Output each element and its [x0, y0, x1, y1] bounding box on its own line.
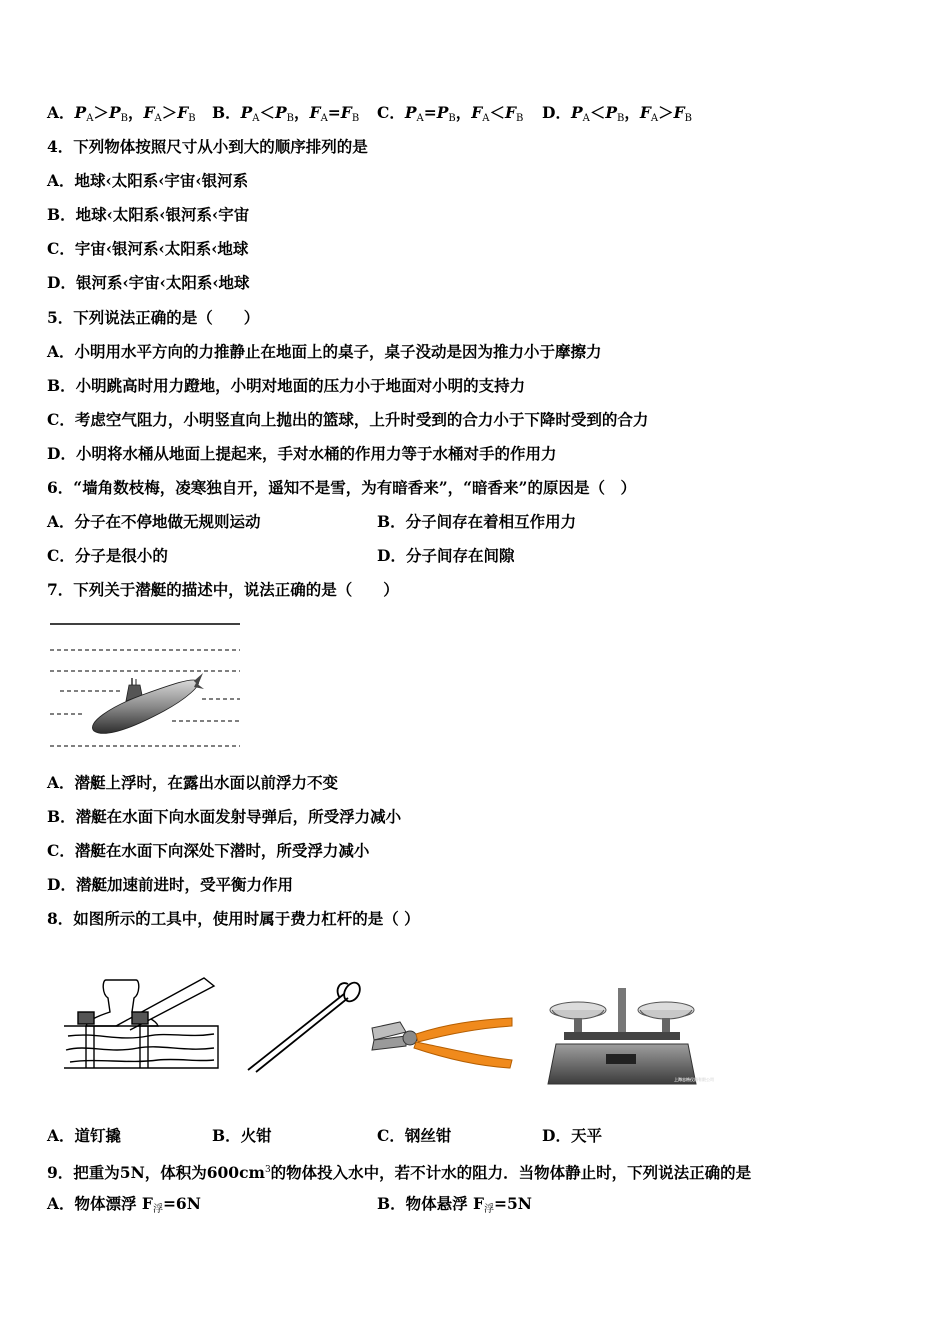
q5-option-b[interactable]: B．小明跳高时用力蹬地，小明对地面的压力小于地面对小明的支持力 [47, 376, 526, 395]
q8-option-a[interactable]: A．道钉撬 [47, 1126, 122, 1145]
q4-option-a[interactable]: A．地球‹太阳系‹宇宙‹银河系 [47, 171, 249, 190]
q4-stem: 4．下列物体按照尺寸从小到大的顺序排列的是 [47, 137, 368, 156]
q8-option-d[interactable]: D．天平 [542, 1126, 602, 1145]
q8-option-b[interactable]: B．火钳 [212, 1126, 272, 1145]
q8-option-c[interactable]: C．钢丝钳 [377, 1126, 452, 1145]
spike-lever-icon [64, 978, 218, 1068]
submarine-icon [92, 673, 204, 733]
balance-scale-icon [548, 988, 714, 1084]
balance-maker-label: 上海志格仪器有限公司 [674, 1077, 714, 1082]
q5-option-a[interactable]: A．小明用水平方向的力推静止在地面上的桌子，桌子没动是因为推力小于摩擦力 [47, 342, 602, 361]
q7-option-d[interactable]: D．潜艇加速前进时，受平衡力作用 [47, 875, 293, 894]
q6-option-b[interactable]: B．分子间存在着相互作用力 [377, 512, 577, 531]
pliers-figure [366, 1010, 516, 1076]
q3-option-b[interactable]: B．$P_A<P_B$，$F_A=F_B$ [212, 103, 360, 124]
q4-option-b[interactable]: B．地球‹太阳系‹银河系‹宇宙 [47, 205, 250, 224]
q7-stem: 7．下列关于潜艇的描述中，说法正确的是（ ） [47, 580, 399, 599]
submarine-figure [46, 615, 246, 755]
q4-option-c[interactable]: C．宇宙‹银河系‹太阳系‹地球 [47, 239, 249, 258]
q6-option-d[interactable]: D．分子间存在间隙 [377, 546, 515, 565]
spike-lever-figure [58, 972, 220, 1072]
q6-stem: 6．“墙角数枝梅，凌寒独自开，遥知不是雪，为有暗香来”，“暗香来”的原因是（ ） [47, 478, 636, 497]
q9-stem: 9．把重为5N，体积为$600cm^3$的物体投入水中，若不计水的阻力．当物体静止时，下列说法正确的是 [47, 1163, 752, 1182]
q3-option-d[interactable]: D．$P_A<P_B$，$F_A>F_B$ [542, 103, 693, 124]
q9-option-b[interactable]: B．物体悬浮 $F_浮=5N$ [377, 1194, 532, 1215]
q7-option-c[interactable]: C．潜艇在水面下向深处下潜时，所受浮力减小 [47, 841, 370, 860]
q9-option-a[interactable]: A．物体漂浮 $F_浮=6N$ [47, 1194, 201, 1215]
balance-figure [544, 984, 714, 1088]
pliers-icon [372, 1018, 512, 1068]
q5-stem: 5．下列说法正确的是（ ） [47, 308, 260, 327]
q6-option-c[interactable]: C．分子是很小的 [47, 546, 168, 565]
q5-option-d[interactable]: D．小明将水桶从地面上提起来，手对水桶的作用力等于水桶对手的作用力 [47, 444, 557, 463]
q3-option-a[interactable]: A．$P_A>P_B$，$F_A>F_B$ [47, 103, 196, 124]
q5-option-c[interactable]: C．考虑空气阻力，小明竖直向上抛出的篮球，上升时受到的合力小于下降时受到的合力 [47, 410, 649, 429]
fire-tongs-icon [248, 980, 363, 1072]
q3-option-c[interactable]: C．$P_A=P_B$，$F_A<F_B$ [377, 103, 524, 124]
q6-option-a[interactable]: A．分子在不停地做无规则运动 [47, 512, 261, 531]
q7-option-a[interactable]: A．潜艇上浮时，在露出水面以前浮力不变 [47, 773, 339, 792]
q4-option-d[interactable]: D．银河系‹宇宙‹太阳系‹地球 [47, 273, 250, 292]
q8-stem: 8．如图所示的工具中，使用时属于费力杠杆的是（ ） [47, 909, 420, 928]
q7-option-b[interactable]: B．潜艇在水面下向水面发射导弹后，所受浮力减小 [47, 807, 402, 826]
tongs-figure [244, 976, 366, 1074]
